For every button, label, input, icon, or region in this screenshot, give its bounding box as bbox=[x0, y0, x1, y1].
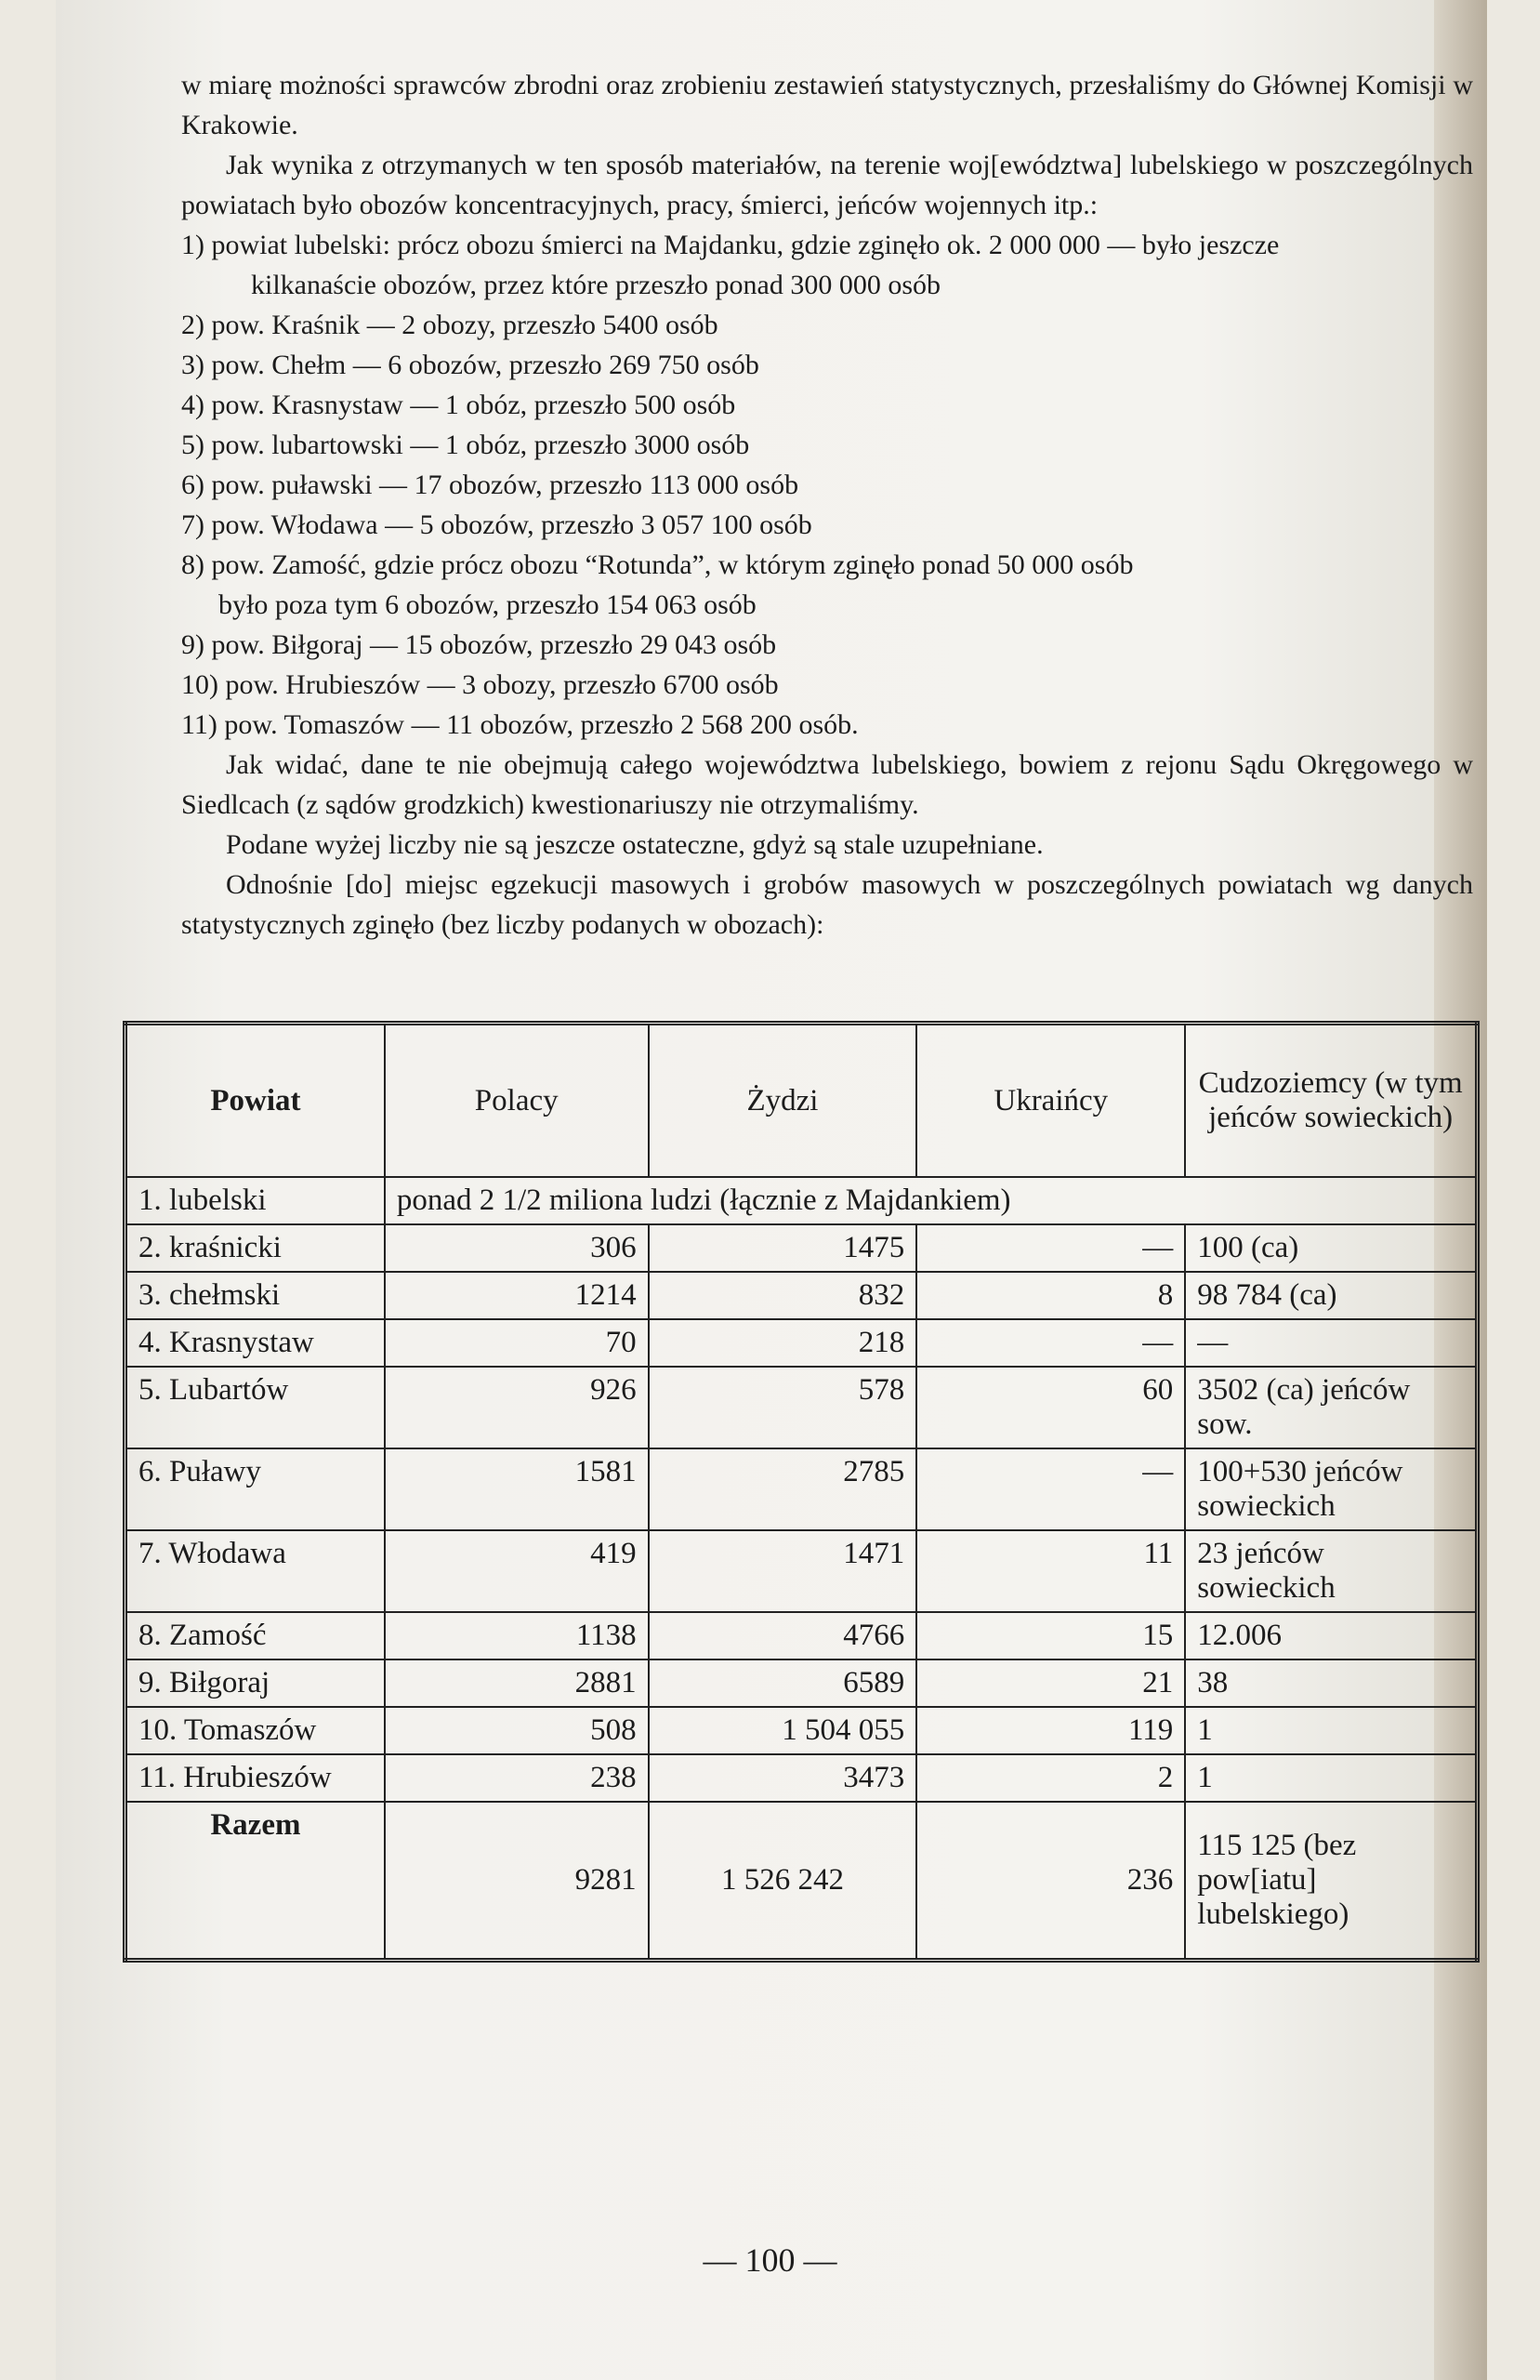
table-row bbox=[125, 1224, 1478, 1272]
list-item: 2) pow. Kraśnik — 2 obozy, przeszło 5400 osób bbox=[181, 310, 718, 340]
cell-ukraincy: 15 bbox=[916, 1612, 1185, 1659]
cell-polacy: 1581 bbox=[385, 1448, 649, 1530]
cell-powiat: 10. Tomaszów bbox=[125, 1707, 385, 1754]
table-row bbox=[125, 1754, 1478, 1802]
list-item: 5) pow. lubartowski — 1 obóz, przeszło 3000 osób bbox=[181, 430, 750, 460]
cell-polacy: 1214 bbox=[385, 1272, 649, 1319]
table-row bbox=[125, 1319, 1478, 1367]
cell-powiat: 9. Biłgoraj bbox=[125, 1659, 385, 1707]
list-item: 3) pow. Chełm — 6 obozów, przeszło 269 750 osób bbox=[181, 350, 759, 380]
cell-cudzoziemcy: 23 jeńców sowieckich bbox=[1185, 1530, 1477, 1612]
cell-cudzoziemcy: 98 784 (ca) bbox=[1185, 1272, 1477, 1319]
cell-ukraincy: 119 bbox=[916, 1707, 1185, 1754]
cell-total-cudzoziemcy: 115 125 (bez pow[iatu] lubelskiego) bbox=[1185, 1802, 1477, 1960]
table-row bbox=[125, 1448, 1478, 1530]
list-item: 8) pow. Zamość, gdzie prócz obozu “Rotunda”, w którym zginęło ponad 50 000 osób bbox=[181, 549, 1134, 580]
cell-zydzi: 1471 bbox=[649, 1530, 917, 1612]
cell-cudzoziemcy: — bbox=[1185, 1319, 1477, 1367]
statistics-table bbox=[123, 1021, 1480, 1963]
list-item: 1) powiat lubelski: prócz obozu śmierci na Majdanku, gdzie zginęło ok. 2 000 000 — było jeszcze bbox=[181, 230, 1280, 260]
cell-cudzoziemcy: 3502 (ca) jeńców sow. bbox=[1185, 1367, 1477, 1448]
cell-ukraincy: — bbox=[916, 1224, 1185, 1272]
table-row bbox=[125, 1530, 1478, 1612]
list-item: było poza tym 6 obozów, przeszło 154 063 osób bbox=[218, 589, 757, 620]
cell-cudzoziemcy: 1 bbox=[1185, 1754, 1477, 1802]
header-cudzoziemcy: Cudzoziemcy (w tym jeńców sowieckich) bbox=[1185, 1024, 1477, 1178]
list-item: 6) pow. puławski — 17 obozów, przeszło 113 000 osób bbox=[181, 469, 799, 500]
table-header-row bbox=[125, 1024, 1478, 1178]
cell-ukraincy: — bbox=[916, 1448, 1185, 1530]
cell-zydzi: 6589 bbox=[649, 1659, 917, 1707]
cell-polacy: 70 bbox=[385, 1319, 649, 1367]
paragraph-materials: Jak wynika z otrzymanych w ten sposób materiałów, na terenie woj[ewództwa] lubelskiego w poszczególnych powiatach było obozów koncentracyjnych, pracy, śmierci, jeńców wojennych itp.: bbox=[181, 150, 1473, 220]
cell-powiat: 1. lubelski bbox=[125, 1177, 385, 1224]
table-row bbox=[125, 1272, 1478, 1319]
list-item: 7) pow. Włodawa — 5 obozów, przeszło 3 057 100 osób bbox=[181, 509, 812, 540]
cell-total-ukraincy: 236 bbox=[916, 1802, 1185, 1960]
cell-zydzi: 3473 bbox=[649, 1754, 917, 1802]
cell-powiat: 4. Krasnystaw bbox=[125, 1319, 385, 1367]
cell-cudzoziemcy: 100 (ca) bbox=[1185, 1224, 1477, 1272]
cell-total-polacy: 9281 bbox=[385, 1802, 649, 1960]
cell-polacy: 419 bbox=[385, 1530, 649, 1612]
table-row bbox=[125, 1177, 1478, 1224]
cell-ukraincy: 2 bbox=[916, 1754, 1185, 1802]
paragraph-intro: w miarę możności sprawców zbrodni oraz zrobieniu zestawień statystycznych, przesłaliśmy do Głównej Komisji w Krakowie. bbox=[181, 70, 1473, 140]
cell-zydzi: 1 504 055 bbox=[649, 1707, 917, 1754]
cell-zydzi: 832 bbox=[649, 1272, 917, 1319]
cell-cudzoziemcy: 38 bbox=[1185, 1659, 1477, 1707]
table-rows bbox=[125, 1224, 1478, 1802]
list-item: kilkanaście obozów, przez które przeszło ponad 300 000 osób bbox=[251, 270, 941, 300]
cell-polacy: 926 bbox=[385, 1367, 649, 1448]
cell-ukraincy: — bbox=[916, 1319, 1185, 1367]
cell-powiat: 8. Zamość bbox=[125, 1612, 385, 1659]
page-number: — 100 — bbox=[703, 2241, 837, 2279]
cell-polacy: 238 bbox=[385, 1754, 649, 1802]
header-polacy: Polacy bbox=[385, 1024, 649, 1178]
cell-cudzoziemcy: 100+530 jeńców sowieckich bbox=[1185, 1448, 1477, 1530]
list-item: 11) pow. Tomaszów — 11 obozów, przeszło 2 568 200 osób. bbox=[181, 709, 859, 740]
table-row bbox=[125, 1707, 1478, 1754]
cell-polacy: 1138 bbox=[385, 1612, 649, 1659]
cell-polacy: 508 bbox=[385, 1707, 649, 1754]
cell-zydzi: 2785 bbox=[649, 1448, 917, 1530]
cell-cudzoziemcy: 12.006 bbox=[1185, 1612, 1477, 1659]
header-ukraincy: Ukraińcy bbox=[916, 1024, 1185, 1178]
list-item: 4) pow. Krasnystaw — 1 obóz, przeszło 500 osób bbox=[181, 390, 736, 420]
cell-powiat: 7. Włodawa bbox=[125, 1530, 385, 1612]
paragraph-executions: Odnośnie [do] miejsc egzekucji masowych i grobów masowych w poszczególnych powiatach wg danych statystycznych zginęło (bez liczby podanych w obozach): bbox=[181, 869, 1473, 940]
cell-merged-note: ponad 2 1/2 miliona ludzi (łącznie z Majdankiem) bbox=[385, 1177, 1478, 1224]
cell-ukraincy: 60 bbox=[916, 1367, 1185, 1448]
table-total-row bbox=[125, 1802, 1478, 1960]
cell-powiat: 11. Hrubieszów bbox=[125, 1754, 385, 1802]
cell-zydzi: 4766 bbox=[649, 1612, 917, 1659]
cell-powiat: 2. kraśnicki bbox=[125, 1224, 385, 1272]
cell-total-zydzi: 1 526 242 bbox=[649, 1802, 917, 1960]
cell-zydzi: 578 bbox=[649, 1367, 917, 1448]
header-zydzi: Żydzi bbox=[649, 1024, 917, 1178]
paragraph-not-final: Podane wyżej liczby nie są jeszcze ostateczne, gdyż są stale uzupełniane. bbox=[226, 829, 1044, 860]
table-row bbox=[125, 1612, 1478, 1659]
cell-ukraincy: 11 bbox=[916, 1530, 1185, 1612]
cell-polacy: 2881 bbox=[385, 1659, 649, 1707]
cell-ukraincy: 8 bbox=[916, 1272, 1185, 1319]
body-text bbox=[181, 65, 1473, 945]
list-item: 9) pow. Biłgoraj — 15 obozów, przeszło 29 043 osób bbox=[181, 629, 777, 660]
cell-total-label: Razem bbox=[125, 1802, 385, 1960]
cell-powiat: 3. chełmski bbox=[125, 1272, 385, 1319]
cell-zydzi: 218 bbox=[649, 1319, 917, 1367]
cell-cudzoziemcy: 1 bbox=[1185, 1707, 1477, 1754]
cell-polacy: 306 bbox=[385, 1224, 649, 1272]
table-row bbox=[125, 1659, 1478, 1707]
cell-powiat: 6. Puławy bbox=[125, 1448, 385, 1530]
header-powiat: Powiat bbox=[125, 1024, 385, 1178]
list-item: 10) pow. Hrubieszów — 3 obozy, przeszło 6700 osób bbox=[181, 669, 779, 700]
table-row bbox=[125, 1367, 1478, 1448]
cell-ukraincy: 21 bbox=[916, 1659, 1185, 1707]
cell-powiat: 5. Lubartów bbox=[125, 1367, 385, 1448]
cell-zydzi: 1475 bbox=[649, 1224, 917, 1272]
paragraph-coverage: Jak widać, dane te nie obejmują całego województwa lubelskiego, bowiem z rejonu Sądu Okręgowego w Siedlcach (z sądów grodzkich) kwestionariuszy nie otrzymaliśmy. bbox=[181, 749, 1473, 820]
